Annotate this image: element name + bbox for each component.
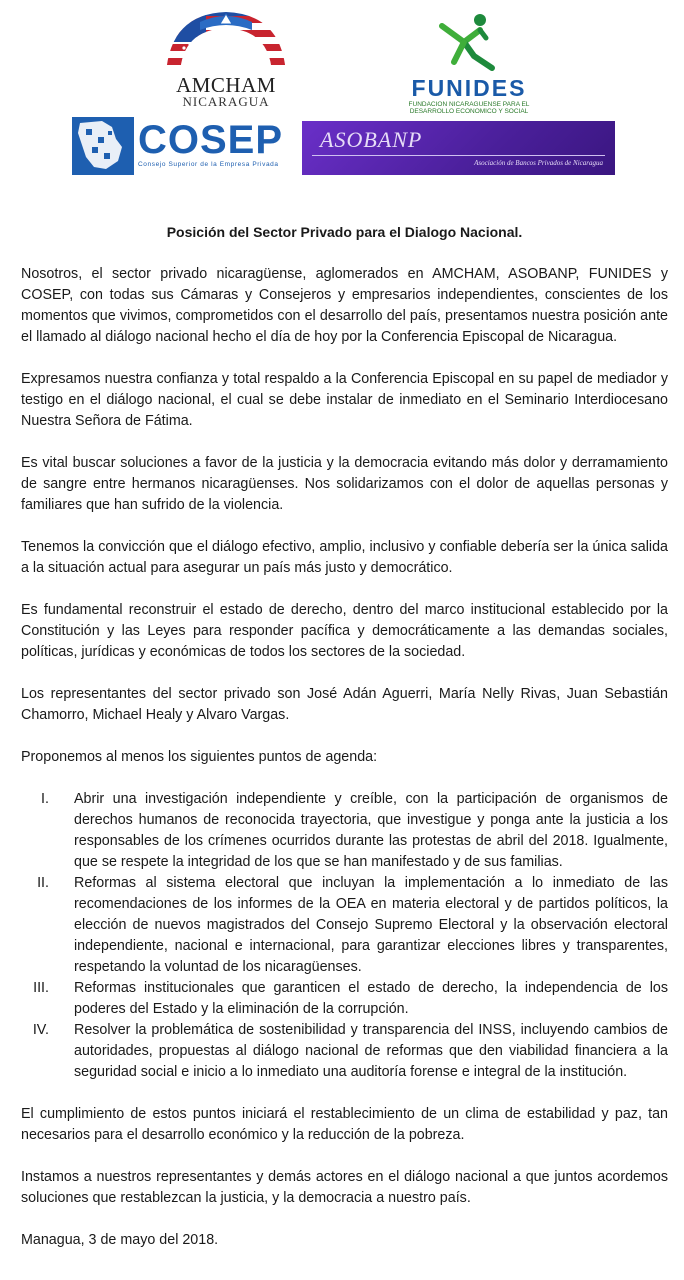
amcham-flag-arc-icon (160, 8, 292, 74)
paragraph: Los representantes del sector privado son José Adán Aguerri, María Nelly Rivas, Juan Sebastián Chamorro, Michael Healy y Alvaro Vargas. (21, 686, 668, 723)
document-body (21, 222, 668, 1251)
paragraph: Tenemos la convicción que el diálogo efectivo, amplio, inclusivo y confiable debería ser la única salida a la situación actual para asegurar un país más justo y democrático. (21, 539, 668, 576)
amcham-logo (160, 8, 292, 108)
agenda-item-text: Resolver la problemática de sostenibilidad y transparencia del INSS, incluyendo cambios de autoridades, propuestas al diálogo nacional de reformas que den viabilidad financiera a la seguridad social e inicio a lo inmediato una auditoría forense e integral de la institución. (74, 1022, 668, 1080)
agenda-item (21, 1020, 668, 1083)
funides-subtitle (398, 101, 540, 115)
cosep-subtitle: Consejo Superior de la Empresa Privada (138, 161, 279, 168)
agenda-item-number: II. (37, 875, 49, 891)
closing-paragraph: El cumplimiento de estos puntos iniciará el restablecimiento de un clima de estabilidad y paz, tan necesarios para el desarrollo económico y la reducción de la pobreza. (21, 1106, 668, 1143)
funides-logo (394, 12, 544, 114)
funides-figure-icon (434, 12, 504, 74)
amcham-country: NICARAGUA (182, 94, 270, 109)
asobanp-name: ASOBANP (320, 127, 423, 152)
cosep-logo (72, 117, 298, 175)
closing-paragraph: Instamos a nuestros representantes y demás actores en el diálogo nacional a que juntos acordemos soluciones que restablezcan la justicia, y la democracia a nuestro país. (21, 1169, 668, 1206)
agenda-item (21, 789, 668, 873)
agenda-item-text: Reformas institucionales que garanticen el estado de derecho, la independencia de los poderes del Estado y la eliminación de la corrupción. (74, 980, 668, 1017)
document-title: Posición del Sector Privado para el Dialogo Nacional. (166, 224, 523, 240)
amcham-name: AMCHAM (176, 73, 276, 97)
paragraph: Es fundamental reconstruir el estado de derecho, dentro del marco institucional establecido por la Constitución y las Leyes para responder pacífica y democráticamente a las demandas sociales, políticas, jurídicas y económicas de todos los sectores de la sociedad. (21, 602, 668, 660)
asobanp-subtitle: Asociación de Bancos Privados de Nicaragua (474, 159, 603, 167)
agenda-item (21, 873, 668, 978)
agenda-item-number: III. (33, 980, 49, 996)
paragraph: Expresamos nuestra confianza y total respaldo a la Conferencia Episcopal en su papel de mediador y testigo en el diálogo nacional, el cual se debe instalar de inmediato en el Seminario Interdiocesano Nuestra Señora de Fátima. (21, 371, 668, 429)
paragraph: Es vital buscar soluciones a favor de la justicia y la democracia evitando más dolor y derramamiento de sangre entre hermanos nicaragüenses. Nos solidarizamos con el dolor de aquellas personas y familiares que han sufrido de la violencia. (21, 455, 668, 513)
paragraph: Proponemos al menos los siguientes puntos de agenda: (21, 749, 378, 765)
cosep-map-icon (72, 117, 134, 175)
asobanp-logo (302, 121, 615, 175)
agenda-item-number: I. (41, 791, 49, 807)
logo-header (0, 0, 684, 190)
cosep-name: COSEP (138, 118, 284, 162)
agenda-item (21, 978, 668, 1020)
agenda-item-text: Abrir una investigación independiente y creíble, con la participación de organismos de derechos humanos de reconocida trayectoria, que investigue y ponga ante la justicia a los responsables de los crímenes ocurridos durante las protestas de abril del 2018. Igualmente, que se respete la integridad de los que se han manifestado y de sus familias. (74, 791, 668, 870)
agenda-list (21, 789, 668, 1083)
funides-name: FUNIDES (411, 75, 527, 101)
place-date: Managua, 3 de mayo del 2018. (21, 1232, 219, 1248)
funides-subtitle-line-2: DESARROLLO ECONOMICO Y SOCIAL (409, 108, 529, 115)
paragraph: Nosotros, el sector privado nicaragüense, aglomerados en AMCHAM, ASOBANP, FUNIDES y COSEP, con todas sus Cámaras y Consejeros y empresarios independientes, conscientes de los momentos que vivimos, comprometidos con el desarrollo del país, presentamos nuestra posición ante el llamado al diálogo nacional hecho el día de hoy por la Conferencia Episcopal de Nicaragua. (21, 266, 668, 345)
agenda-item-text: Reformas al sistema electoral que incluyan la implementación a lo inmediato de las recomendaciones de los informes de la OEA en materia electoral y de partidos políticos, la elección de nuevos magistrados del Consejo Supremo Electoral y la observación electoral independiente, nacional e internacional, para garantizar elecciones libres y transparentes, respetando la voluntad de los nicaragüenses. (74, 875, 668, 975)
asobanp-divider (312, 155, 605, 156)
funides-subtitle-line-1: FUNDACION NICARAGUENSE PARA EL (408, 101, 530, 108)
agenda-item-number: IV. (32, 1022, 49, 1038)
